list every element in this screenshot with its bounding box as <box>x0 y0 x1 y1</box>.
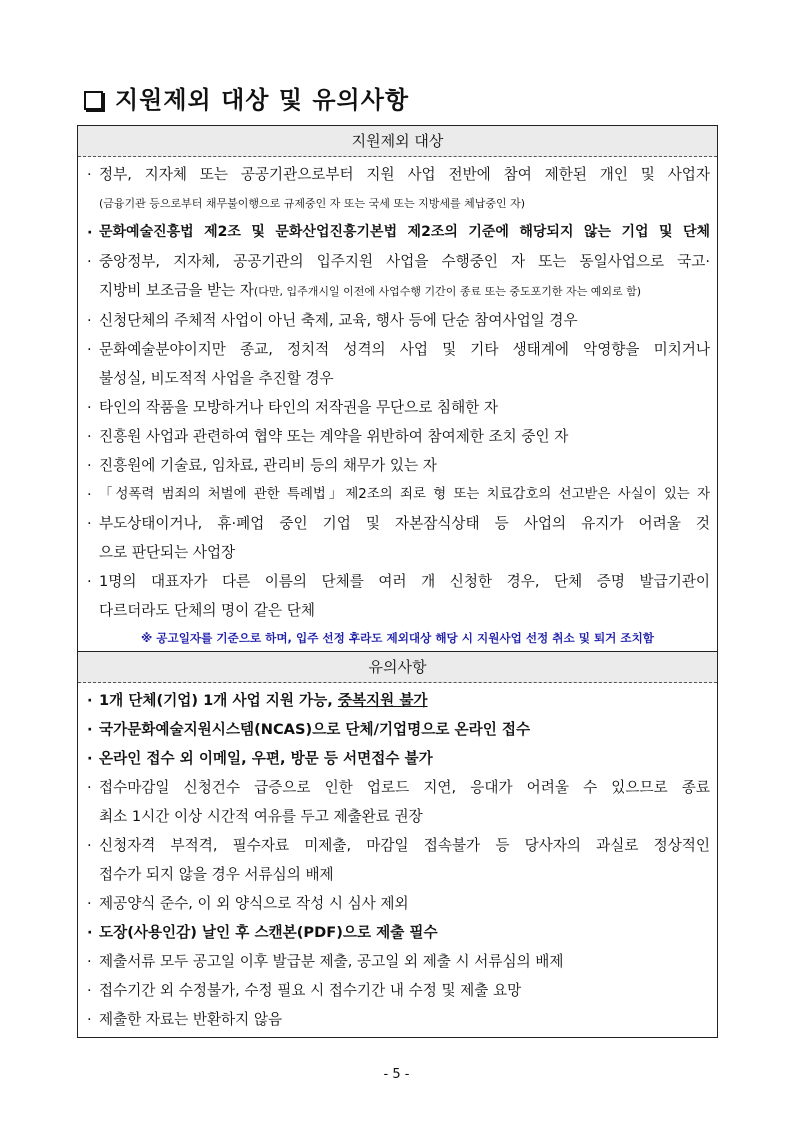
list-item: · 제출서류 모두 공고일 이후 발급분 제출, 공고일 외 제출 시 서류심의 배제 <box>87 953 564 970</box>
list-item: · 타인의 작품을 모방하거나 타인의 저작권을 무단으로 침해한 자 <box>87 399 499 416</box>
list-item: · 중앙정부, 지자체, 공공기관의 입주지원 사업을 수행중인 자 또는 동일사업으로 국고· 지방비 보조금을 받는 자(다만, 입주개시일 이전에 사업수행 기간이 종료 또는 중도포기한 자는 예외로 함) <box>87 253 710 299</box>
list-item: · 국가문화예술지원시스템(NCAS)으로 단체/기업명으로 온라인 접수 <box>87 721 531 738</box>
list-item: · 신청자격 부적격, 필수자료 미제출, 마감일 접속불가 등 당사자의 과실로 정상적인 접수가 되지 않을 경우 서류심의 배제 <box>87 837 710 883</box>
exclusion-list <box>78 157 717 625</box>
list-item: · 신청단체의 주체적 사업이 아닌 축제, 교육, 행사 등에 단순 참여사업일 경우 <box>87 312 578 329</box>
list-item: · 온라인 접수 외 이메일, 우편, 방문 등 서면접수 불가 <box>87 750 433 767</box>
page-title <box>84 83 409 117</box>
notes-list <box>78 683 717 1034</box>
list-item: · 제출한 자료는 반환하지 않음 <box>87 1011 283 1028</box>
list-item: · 도장(사용인감) 날인 후 스캔본(PDF)으로 제출 필수 <box>87 924 438 941</box>
list-item: · 1개 단체(기업) 1개 사업 지원 가능, 중복지원 불가 <box>87 692 428 709</box>
page-title-text: 지원제외 대상 및 유의사항 <box>115 86 410 114</box>
list-item: · 부도상태이거나, 휴·폐업 중인 기업 및 자본잠식상태 등 사업의 유지가 어려울 것 으로 판단되는 사업장 <box>87 515 710 561</box>
content-frame <box>77 125 718 1038</box>
list-item: · 1명의 대표자가 다른 이름의 단체를 여러 개 신청한 경우, 단체 증명 발급기관이 다르더라도 단체의 명이 같은 단체 <box>87 573 710 619</box>
list-item: · 문화예술진흥법 제2조 및 문화산업진흥기본법 제2조의 기준에 해당되지 않는 기업 및 단체 <box>87 224 710 241</box>
exclusion-warning-note: ※ 공고일자를 기준으로 하며, 입주 선정 후라도 제외대상 해당 시 지원사업 선정 취소 및 퇴거 조치함 <box>140 631 654 645</box>
list-item: · 정부, 지자체 또는 공공기관으로부터 지원 사업 전반에 참여 제한된 개인 및 사업자 (금융기관 등으로부터 채무불이행으로 규제중인 자 또는 국세 또는 지방세를 체납중인 자) <box>87 166 710 210</box>
checkbox-square-icon <box>84 91 103 110</box>
list-item: · 접수기간 외 수정불가, 수정 필요 시 접수기간 내 수정 및 제출 요망 <box>87 982 522 999</box>
list-item: · 문화예술분야이지만 종교, 정치적 성격의 사업 및 기타 생태계에 악영향을 미치거나 불성실, 비도적적 사업을 추진할 경우 <box>87 341 710 387</box>
page-number: - 5 - <box>383 1067 410 1082</box>
list-item: · 진흥원에 기술료, 임차료, 관리비 등의 채무가 있는 자 <box>87 457 437 474</box>
section-header-exclusions: 지원제외 대상 <box>78 126 717 157</box>
list-item: · 제공양식 준수, 이 외 양식으로 작성 시 심사 제외 <box>87 895 409 912</box>
list-item: · 접수마감일 신청건수 급증으로 인한 업로드 지연, 응대가 어려울 수 있으므로 종료 최소 1시간 이상 시간적 여유를 두고 제출완료 권장 <box>87 779 710 825</box>
list-item: · 「성폭력 범죄의 처벌에 관한 특례법」제2조의 죄로 형 또는 치료감호의 선고받은 사실이 있는 자 <box>87 486 710 503</box>
section-header-notes: 유의사항 <box>78 651 717 683</box>
list-item: · 진흥원 사업과 관련하여 협약 또는 계약을 위반하여 참여제한 조치 중인 자 <box>87 428 569 445</box>
